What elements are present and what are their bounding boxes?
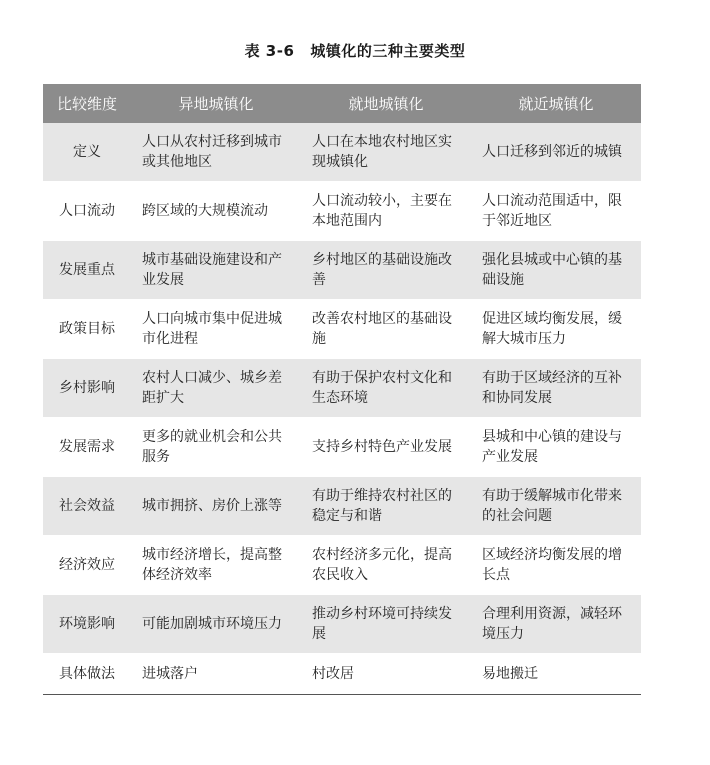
row-dimension: 经济效应 <box>43 536 131 595</box>
table-row <box>43 595 641 654</box>
cell-in-situ: 人口在本地农村地区实现城镇化 <box>301 123 471 182</box>
cell-nearby: 人口流动范围适中，限于邻近地区 <box>471 182 641 241</box>
cell-in-situ: 有助于保护农村文化和生态环境 <box>301 359 471 418</box>
cell-remote: 城市基础设施建设和产业发展 <box>131 241 301 300</box>
table-row <box>43 418 641 477</box>
table-row <box>43 182 641 241</box>
cell-remote: 人口从农村迁移到城市或其他地区 <box>131 123 301 182</box>
row-dimension: 人口流动 <box>43 182 131 241</box>
cell-in-situ: 推动乡村环境可持续发展 <box>301 595 471 654</box>
table-row <box>43 536 641 595</box>
header-in-situ-urbanization: 就地城镇化 <box>301 84 471 123</box>
cell-nearby: 人口迁移到邻近的城镇 <box>471 123 641 182</box>
row-dimension: 政策目标 <box>43 300 131 359</box>
cell-remote: 更多的就业机会和公共服务 <box>131 418 301 477</box>
cell-nearby: 有助于区域经济的互补和协同发展 <box>471 359 641 418</box>
cell-remote: 进城落户 <box>131 654 301 695</box>
cell-remote: 农村人口减少、城乡差距扩大 <box>131 359 301 418</box>
cell-remote: 可能加剧城市环境压力 <box>131 595 301 654</box>
header-nearby-urbanization: 就近城镇化 <box>471 84 641 123</box>
cell-nearby: 有助于缓解城市化带来的社会问题 <box>471 477 641 536</box>
comparison-table <box>43 84 641 695</box>
cell-nearby: 合理利用资源，减轻环境压力 <box>471 595 641 654</box>
cell-nearby: 县城和中心镇的建设与产业发展 <box>471 418 641 477</box>
cell-nearby: 促进区域均衡发展，缓解大城市压力 <box>471 300 641 359</box>
table-title: 城镇化的三种主要类型 <box>310 42 466 60</box>
header-row <box>43 84 641 123</box>
cell-in-situ: 农村经济多元化，提高农民收入 <box>301 536 471 595</box>
table-row <box>43 300 641 359</box>
cell-remote: 城市拥挤、房价上涨等 <box>131 477 301 536</box>
cell-nearby: 易地搬迁 <box>471 654 641 695</box>
cell-nearby: 区域经济均衡发展的增长点 <box>471 536 641 595</box>
cell-in-situ: 有助于维持农村社区的稳定与和谐 <box>301 477 471 536</box>
cell-in-situ: 改善农村地区的基础设施 <box>301 300 471 359</box>
cell-remote: 跨区域的大规模流动 <box>131 182 301 241</box>
table-row <box>43 123 641 182</box>
table-row <box>43 477 641 536</box>
row-dimension: 环境影响 <box>43 595 131 654</box>
cell-in-situ: 支持乡村特色产业发展 <box>301 418 471 477</box>
header-dimension: 比较维度 <box>43 84 131 123</box>
row-dimension: 社会效益 <box>43 477 131 536</box>
cell-remote: 人口向城市集中促进城市化进程 <box>131 300 301 359</box>
table-row <box>43 359 641 418</box>
table-number: 表 3-6 <box>244 42 295 60</box>
table-row <box>43 654 641 695</box>
cell-nearby: 强化县城或中心镇的基础设施 <box>471 241 641 300</box>
row-dimension: 具体做法 <box>43 654 131 695</box>
row-dimension: 发展需求 <box>43 418 131 477</box>
row-dimension: 发展重点 <box>43 241 131 300</box>
cell-in-situ: 人口流动较小，主要在本地范围内 <box>301 182 471 241</box>
cell-in-situ: 乡村地区的基础设施改善 <box>301 241 471 300</box>
header-remote-urbanization: 异地城镇化 <box>131 84 301 123</box>
row-dimension: 定义 <box>43 123 131 182</box>
table-row <box>43 241 641 300</box>
table-caption <box>0 40 710 61</box>
cell-in-situ: 村改居 <box>301 654 471 695</box>
cell-remote: 城市经济增长，提高整体经济效率 <box>131 536 301 595</box>
row-dimension: 乡村影响 <box>43 359 131 418</box>
